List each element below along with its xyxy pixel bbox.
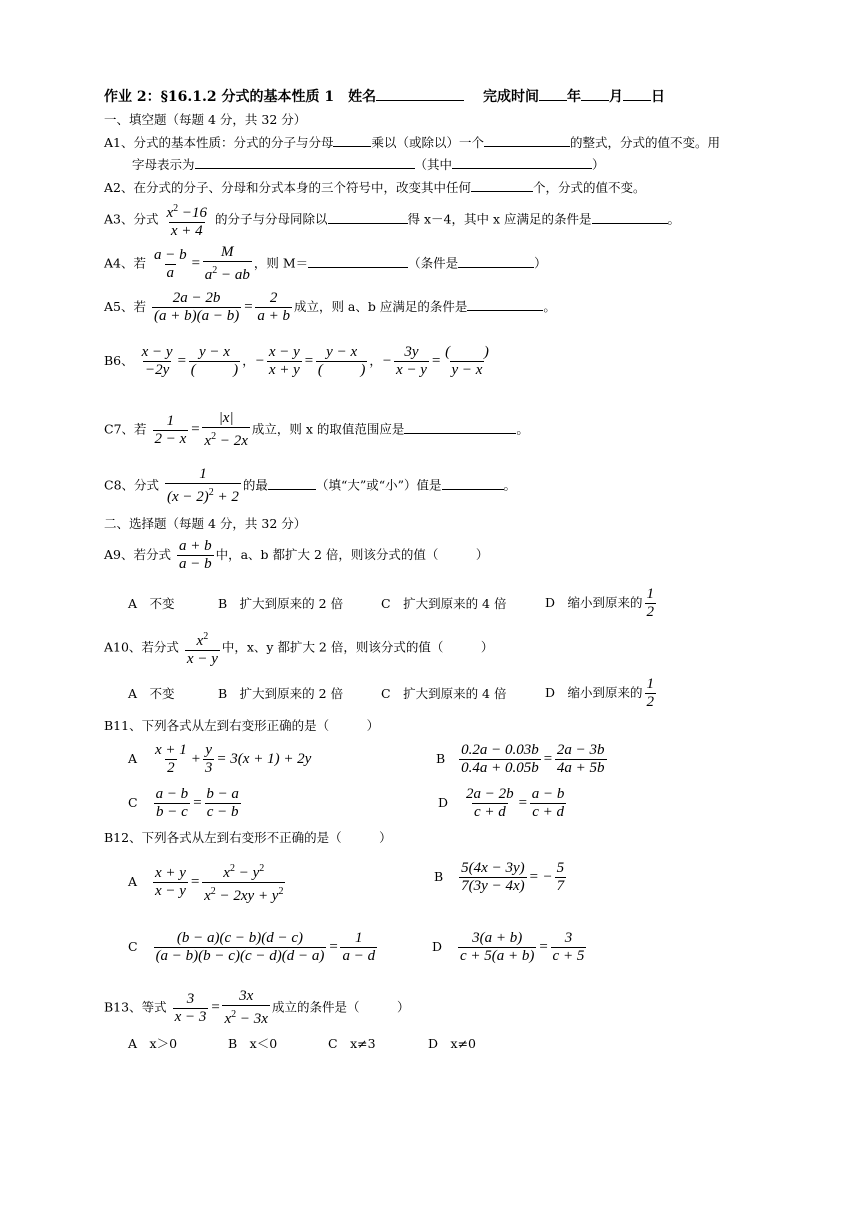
- b11-b-frac-1: $\frac{0.2a - 0.03b}{0.4a + 0.05b}$: [461, 742, 539, 776]
- c8-blank-1: [268, 477, 316, 490]
- section1-heading: 一、填空题（每题 4 分，共 32 分）: [104, 112, 307, 127]
- b11-d-frac-1: $\frac{2a - 2b}{c + d}$: [466, 786, 514, 820]
- a4-close: ）: [534, 255, 547, 271]
- b12-a-eq: =: [189, 874, 201, 890]
- a5-text: A5、若: [104, 299, 146, 314]
- b12-d-frac-1: $\frac{3(a + b)}{c + 5(a + b)}$: [460, 930, 535, 964]
- question-a10: [104, 628, 493, 668]
- c7-fraction-left: $\frac{1}{2 - x}$: [154, 412, 187, 447]
- a2-text: A2、在分式的分子、分母和分式本身的三个符号中，改变其中任何: [104, 180, 471, 195]
- question-a5: [104, 290, 556, 325]
- a9-half: $\frac{1}{2}$: [646, 586, 655, 620]
- b12-option-a[interactable]: [128, 860, 287, 905]
- a10-text: A10、若分式: [104, 639, 179, 655]
- a4-blank-1: [308, 255, 408, 268]
- b11-option-c[interactable]: [128, 786, 243, 821]
- a4-text-3: （条件是: [408, 255, 459, 271]
- b11-a-frac-2: $\frac{y}{3}$: [204, 742, 213, 776]
- b11-b-eq: =: [542, 751, 553, 767]
- b13-option-d[interactable]: D x≠0: [428, 1036, 476, 1051]
- b11-label-c: C: [128, 795, 138, 810]
- b12-label-c: C: [128, 939, 138, 954]
- question-a1: [104, 133, 720, 151]
- b12-d-frac-2: $\frac{3}{c + 5}$: [552, 930, 585, 964]
- a4-text: A4、若: [104, 255, 146, 271]
- a5-equals: =: [243, 299, 254, 315]
- a2-text-end: 个，分式的值不变。: [532, 180, 646, 195]
- b12-a-frac-2: $\frac{x^2 - y^2}{x^2 - 2xy + y^2}$: [204, 863, 284, 904]
- c7-text-2: 成立，则 x 的取值范围应是: [251, 421, 405, 437]
- c8-fraction: $\frac{1}{(x - 2)^2 + 2}$: [167, 466, 239, 505]
- b6-frac-4: $\frac{y - x}{( )}$: [317, 344, 366, 378]
- a1-text-4: 字母表示为: [132, 157, 195, 172]
- year-blank: [539, 88, 567, 101]
- question-a9: [104, 538, 488, 573]
- b11-d-frac-2: $\frac{a - b}{c + d}$: [531, 786, 565, 820]
- b6-frac-1: $\frac{x - y}{-2y}$: [141, 344, 173, 378]
- b13-option-c[interactable]: C x≠3: [328, 1036, 376, 1051]
- a9-text: A9、若分式: [104, 547, 171, 562]
- b12-d-eq: =: [538, 939, 549, 955]
- a3-period: 。: [667, 211, 681, 227]
- a10-option-d-text: D 缩小到原来的: [545, 685, 643, 700]
- c8-text-3: （填“大”或“小”）值是: [315, 477, 442, 493]
- b12-c-frac-2: $\frac{1}{a - d}$: [342, 930, 376, 964]
- day-blank: [623, 88, 651, 101]
- b12-c-eq: =: [328, 939, 339, 955]
- b11-c-frac-2: $\frac{b - a}{c - b}$: [206, 786, 239, 820]
- b12-b-eq: = −: [528, 869, 553, 885]
- a9-option-d-text: D 缩小到原来的: [545, 595, 643, 610]
- month-blank: [581, 88, 609, 101]
- a1-text-5: （其中: [414, 157, 453, 172]
- b11-a-rhs: = 3(x + 1) + 2y: [216, 751, 312, 767]
- b12-c-frac-1: $\frac{(b - a)(c - b)(d - c)}{(a - b)(b - c)(c - d)(d - a)}$: [155, 930, 325, 964]
- c8-period: 。: [503, 477, 517, 493]
- b12-option-d[interactable]: [432, 930, 588, 965]
- a9-text-end: 中，a、b 都扩大 2 倍，则该分式的值（ ）: [215, 547, 489, 562]
- c7-fraction-right: $\frac{|x|}{x^2 - 2x}$: [204, 410, 248, 449]
- c7-text: C7、若: [104, 421, 147, 437]
- a10-option-d[interactable]: [545, 676, 658, 711]
- a3-text-3: 得 x－4，其中 x 应满足的条件是: [407, 211, 592, 227]
- b6-eq-2: =: [303, 353, 314, 369]
- question-b12: B12、下列各式从左到右变形不正确的是（ ）: [104, 830, 392, 845]
- b11-a-frac-1: $\frac{x + 1}{2}$: [155, 742, 187, 776]
- a1-blank-4: [452, 156, 592, 169]
- finish-label: 完成时间: [483, 89, 540, 105]
- b11-c-frac-1: $\frac{a - b}{b - c}$: [155, 786, 189, 820]
- b6-comma-2: ，: [369, 353, 382, 368]
- b12-label-b: B: [434, 869, 444, 884]
- question-a1-line2: [132, 155, 605, 173]
- c8-text-2: 的最: [242, 477, 268, 493]
- a10-option-c[interactable]: C 扩大到原来的 4 倍: [381, 686, 507, 701]
- b6-frac-5: $\frac{3y}{x - y}$: [396, 344, 427, 378]
- b12-option-b[interactable]: [434, 860, 568, 895]
- name-blank: [376, 88, 464, 101]
- day-label: 日: [651, 89, 666, 105]
- b11-label-d: D: [438, 795, 449, 810]
- a1-blank-1: [333, 134, 371, 147]
- a5-text-2: 成立，则 a、b 应满足的条件是: [293, 299, 468, 314]
- b12-b-frac-1: $\frac{5(4x - 3y)}{7(3y - 4x)}$: [461, 860, 525, 894]
- a10-fraction: $\frac{x^2}{x - y}$: [186, 631, 218, 667]
- question-c7: [104, 410, 529, 450]
- a3-text-2: 的分子与分母同除以: [215, 211, 328, 227]
- b13-text-end: 成立的条件是（ ）: [271, 999, 410, 1015]
- a10-text-end: 中，x、y 都扩大 2 倍，则该分式的值（ ）: [221, 639, 494, 655]
- b12-b-frac-2: $\frac{5}{7}$: [556, 860, 565, 894]
- a5-fraction-right: $\frac{2}{a + b}$: [257, 290, 290, 324]
- c8-blank-2: [442, 477, 504, 490]
- b11-option-b[interactable]: [436, 742, 609, 777]
- b6-frac-2: $\frac{y - x}{( )}$: [190, 344, 239, 378]
- a3-fraction: $\frac{x^2 -16}{x + 4}$: [166, 203, 208, 239]
- question-a4: [104, 244, 547, 284]
- question-b6: [104, 344, 493, 379]
- b11-c-eq: =: [192, 795, 203, 811]
- b6-minus-1: −: [254, 353, 265, 369]
- question-b11: B11、下列各式从左到右变形正确的是（ ）: [104, 718, 380, 733]
- a5-fraction-left: $\frac{2a - 2b}{(a + b)(a - b)}$: [153, 290, 240, 324]
- a9-option-a[interactable]: A 不变: [128, 596, 175, 611]
- b11-d-eq: =: [517, 795, 528, 811]
- a10-option-a[interactable]: A 不变: [128, 686, 175, 701]
- b11-option-a[interactable]: [128, 742, 311, 777]
- b6-frac-3: $\frac{x - y}{x + y}$: [268, 344, 300, 378]
- a4-blank-2: [458, 255, 534, 268]
- b12-label-a: A: [128, 874, 138, 889]
- b13-eq: =: [210, 999, 221, 1016]
- question-a2: [104, 178, 646, 196]
- a1-blank-2: [484, 134, 570, 147]
- a3-blank-1: [328, 211, 408, 224]
- a9-fraction: $\frac{a + b}{a - b}$: [178, 538, 212, 572]
- c7-blank: [404, 421, 516, 434]
- b11-a-plus: +: [190, 751, 201, 767]
- b12-option-c[interactable]: [128, 930, 379, 965]
- question-c8: [104, 466, 516, 506]
- a1-text-3: 的整式，分式的值不变。用: [570, 135, 721, 150]
- c7-equals: =: [190, 421, 201, 438]
- b11-b-frac-2: $\frac{2a - 3b}{4a + 5b}$: [556, 742, 605, 776]
- b6-text: B6、: [104, 353, 134, 368]
- a1-blank-3: [195, 156, 415, 169]
- a4-equals: =: [190, 255, 201, 272]
- year-label: 年: [567, 89, 582, 105]
- section2-heading: 二、选择题（每题 4 分，共 32 分）: [104, 516, 307, 531]
- b11-option-d[interactable]: [438, 786, 568, 821]
- a5-period: 。: [543, 299, 556, 314]
- b11-label-b: B: [436, 751, 446, 766]
- b6-frac-6: $\frac{( )}{y - x}$: [445, 344, 489, 378]
- question-b13: [104, 988, 409, 1028]
- b6-minus-2: −: [381, 353, 393, 369]
- a4-text-2: ，则 M＝: [253, 255, 309, 271]
- b6-eq-3: =: [430, 353, 442, 369]
- a1-text-2: 乘以（或除以）一个: [371, 135, 484, 150]
- question-a3: [104, 200, 680, 240]
- a5-blank: [467, 298, 543, 311]
- b12-a-frac-1: $\frac{x + y}{x - y}$: [155, 865, 186, 899]
- a3-text: A3、分式: [104, 211, 159, 227]
- a9-option-d[interactable]: [545, 586, 658, 621]
- b13-option-b[interactable]: B x＜0: [228, 1036, 278, 1051]
- a3-blank-2: [592, 211, 668, 224]
- a9-option-b[interactable]: B 扩大到原来的 2 倍: [218, 596, 344, 611]
- b6-eq-1: =: [176, 353, 187, 369]
- a4-fraction-right: $\frac{M}{a^2 - ab}$: [204, 244, 250, 283]
- a2-blank: [471, 179, 533, 192]
- a10-option-b[interactable]: B 扩大到原来的 2 倍: [218, 686, 344, 701]
- b11-label-a: A: [128, 751, 138, 766]
- b6-comma-1: ，: [242, 353, 255, 368]
- a1-text-1: A1、分式的基本性质：分式的分子与分母: [104, 135, 334, 150]
- a4-fraction-left: $\frac{a - b}{a}$: [153, 246, 187, 281]
- month-label: 月: [609, 89, 624, 105]
- a10-half: $\frac{1}{2}$: [646, 676, 655, 710]
- a1-text-6: ）: [592, 157, 605, 172]
- title-text: 作业 2：§16.1.2 分式的基本性质 1 姓名: [104, 89, 377, 105]
- b13-frac-1: $\frac{3}{x - 3}$: [174, 990, 207, 1025]
- page-title: [104, 86, 665, 106]
- b13-option-a[interactable]: A x＞0: [128, 1036, 178, 1051]
- c7-period: 。: [516, 421, 529, 437]
- c8-text: C8、分式: [104, 477, 160, 493]
- a9-option-c[interactable]: C 扩大到原来的 4 倍: [381, 596, 507, 611]
- b13-frac-2: $\frac{3x}{x^2 - 3x}$: [224, 988, 268, 1027]
- b13-text: B13、等式: [104, 999, 167, 1015]
- b12-label-d: D: [432, 939, 443, 954]
